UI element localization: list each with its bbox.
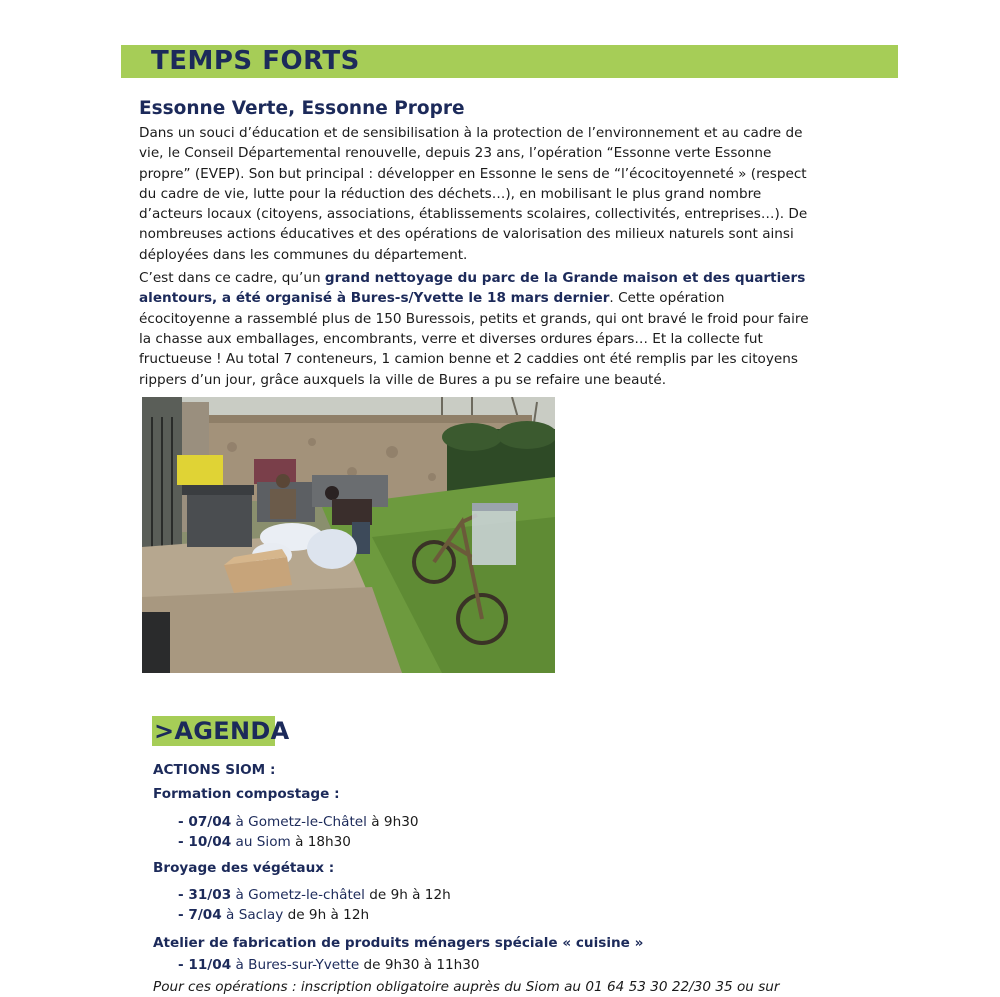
event-date: - 11/04 [178, 957, 232, 973]
event-place: Saclay [238, 907, 284, 923]
article-title: Essonne Verte, Essonne Propre [139, 98, 465, 119]
list-item [153, 955, 853, 975]
registration-note: Pour ces opérations : inscription obligatoire auprès du Siom au 01 64 53 30 22/30 35 ou sur [153, 979, 780, 995]
event-place: Gometz-le-châtel [248, 887, 365, 903]
article-paragraph-1: Dans un souci d’éducation et de sensibilisation à la protection de l’environnement et au cadre de vie, le Conseil Départemental renouvelle, depuis 23 ans, l’opération “Essonne verte Essonne propre” (EVEP). Son but principal : développer en Essonne le sens de “l’écocitoyenneté » (respect du cadre de vie, lutte pour la réduction des déchets…), en mobilisant le plus grand nombre d’acteurs locaux (citoyens, associations, établissements scolaires, collectivités, entreprises…). De nombreuses actions éducatives et des opérations de valorisation des milieux naturels sont ainsi déployées dans les communes du département. [139, 125, 808, 263]
event-time: de 9h à 12h [283, 907, 370, 923]
paragraph-2-highlight: grand nettoyage du parc de la Grande maison et des quartiers alentours, a été organisé à Bures-s/Yvette le 18 mars dernier [139, 270, 806, 307]
paragraph-2-lead: C’est dans ce cadre, qu’un [139, 270, 325, 287]
event-time: à 9h30 [366, 814, 419, 830]
event-time: de 9h30 à 11h30 [359, 957, 480, 973]
group-heading-atelier: Atelier de fabrication de produits ménagers spéciale « cuisine » [153, 935, 644, 951]
group-heading-broyage: Broyage des végétaux : [153, 860, 335, 876]
agenda-badge [152, 716, 290, 746]
event-sep: à [231, 957, 249, 973]
list-item [153, 905, 853, 925]
section-banner [121, 45, 898, 78]
event-sep: à [231, 814, 249, 830]
agenda-list [153, 760, 853, 997]
event-sep: à [221, 907, 239, 923]
group-heading-compostage: Formation compostage : [153, 786, 340, 802]
section-title: TEMPS FORTS [151, 46, 360, 76]
event-sep: à [231, 887, 249, 903]
event-time: de 9h à 12h [364, 887, 451, 903]
cleanup-photo-illustration [142, 397, 555, 673]
paragraph-2-rest: . Cette opération écocitoyenne a rassemblé plus de 150 Buressois, petits et grands, qui ont bravé le froid pour faire la chasse aux emballages, encombrants, verre et diverses ordures épars… Et la collecte fut fructueuse ! Au total 7 conteneurs, 1 camion benne et 2 caddies ont été remplis par les citoyens rippers d’un jour, grâce auxquels la ville de Bures a pu se refaire une beauté. [139, 290, 809, 388]
list-item [153, 832, 853, 852]
event-place: au Siom [235, 834, 291, 850]
list-item [153, 885, 853, 905]
agenda-title: >AGENDA [154, 717, 290, 745]
agenda-section-title: ACTIONS SIOM : [153, 762, 276, 778]
cleanup-photo [142, 397, 555, 673]
event-date: - 07/04 [178, 814, 232, 830]
event-date: - 10/04 [178, 834, 232, 850]
article [139, 97, 809, 393]
list-item [153, 812, 853, 832]
article-paragraph-2 [139, 268, 809, 390]
event-date: - 31/03 [178, 887, 232, 903]
event-place: Bures-sur-Yvette [248, 957, 360, 973]
event-place: Gometz-le-Châtel [248, 814, 367, 830]
event-time: à 18h30 [290, 834, 351, 850]
event-date: - 7/04 [178, 907, 222, 923]
